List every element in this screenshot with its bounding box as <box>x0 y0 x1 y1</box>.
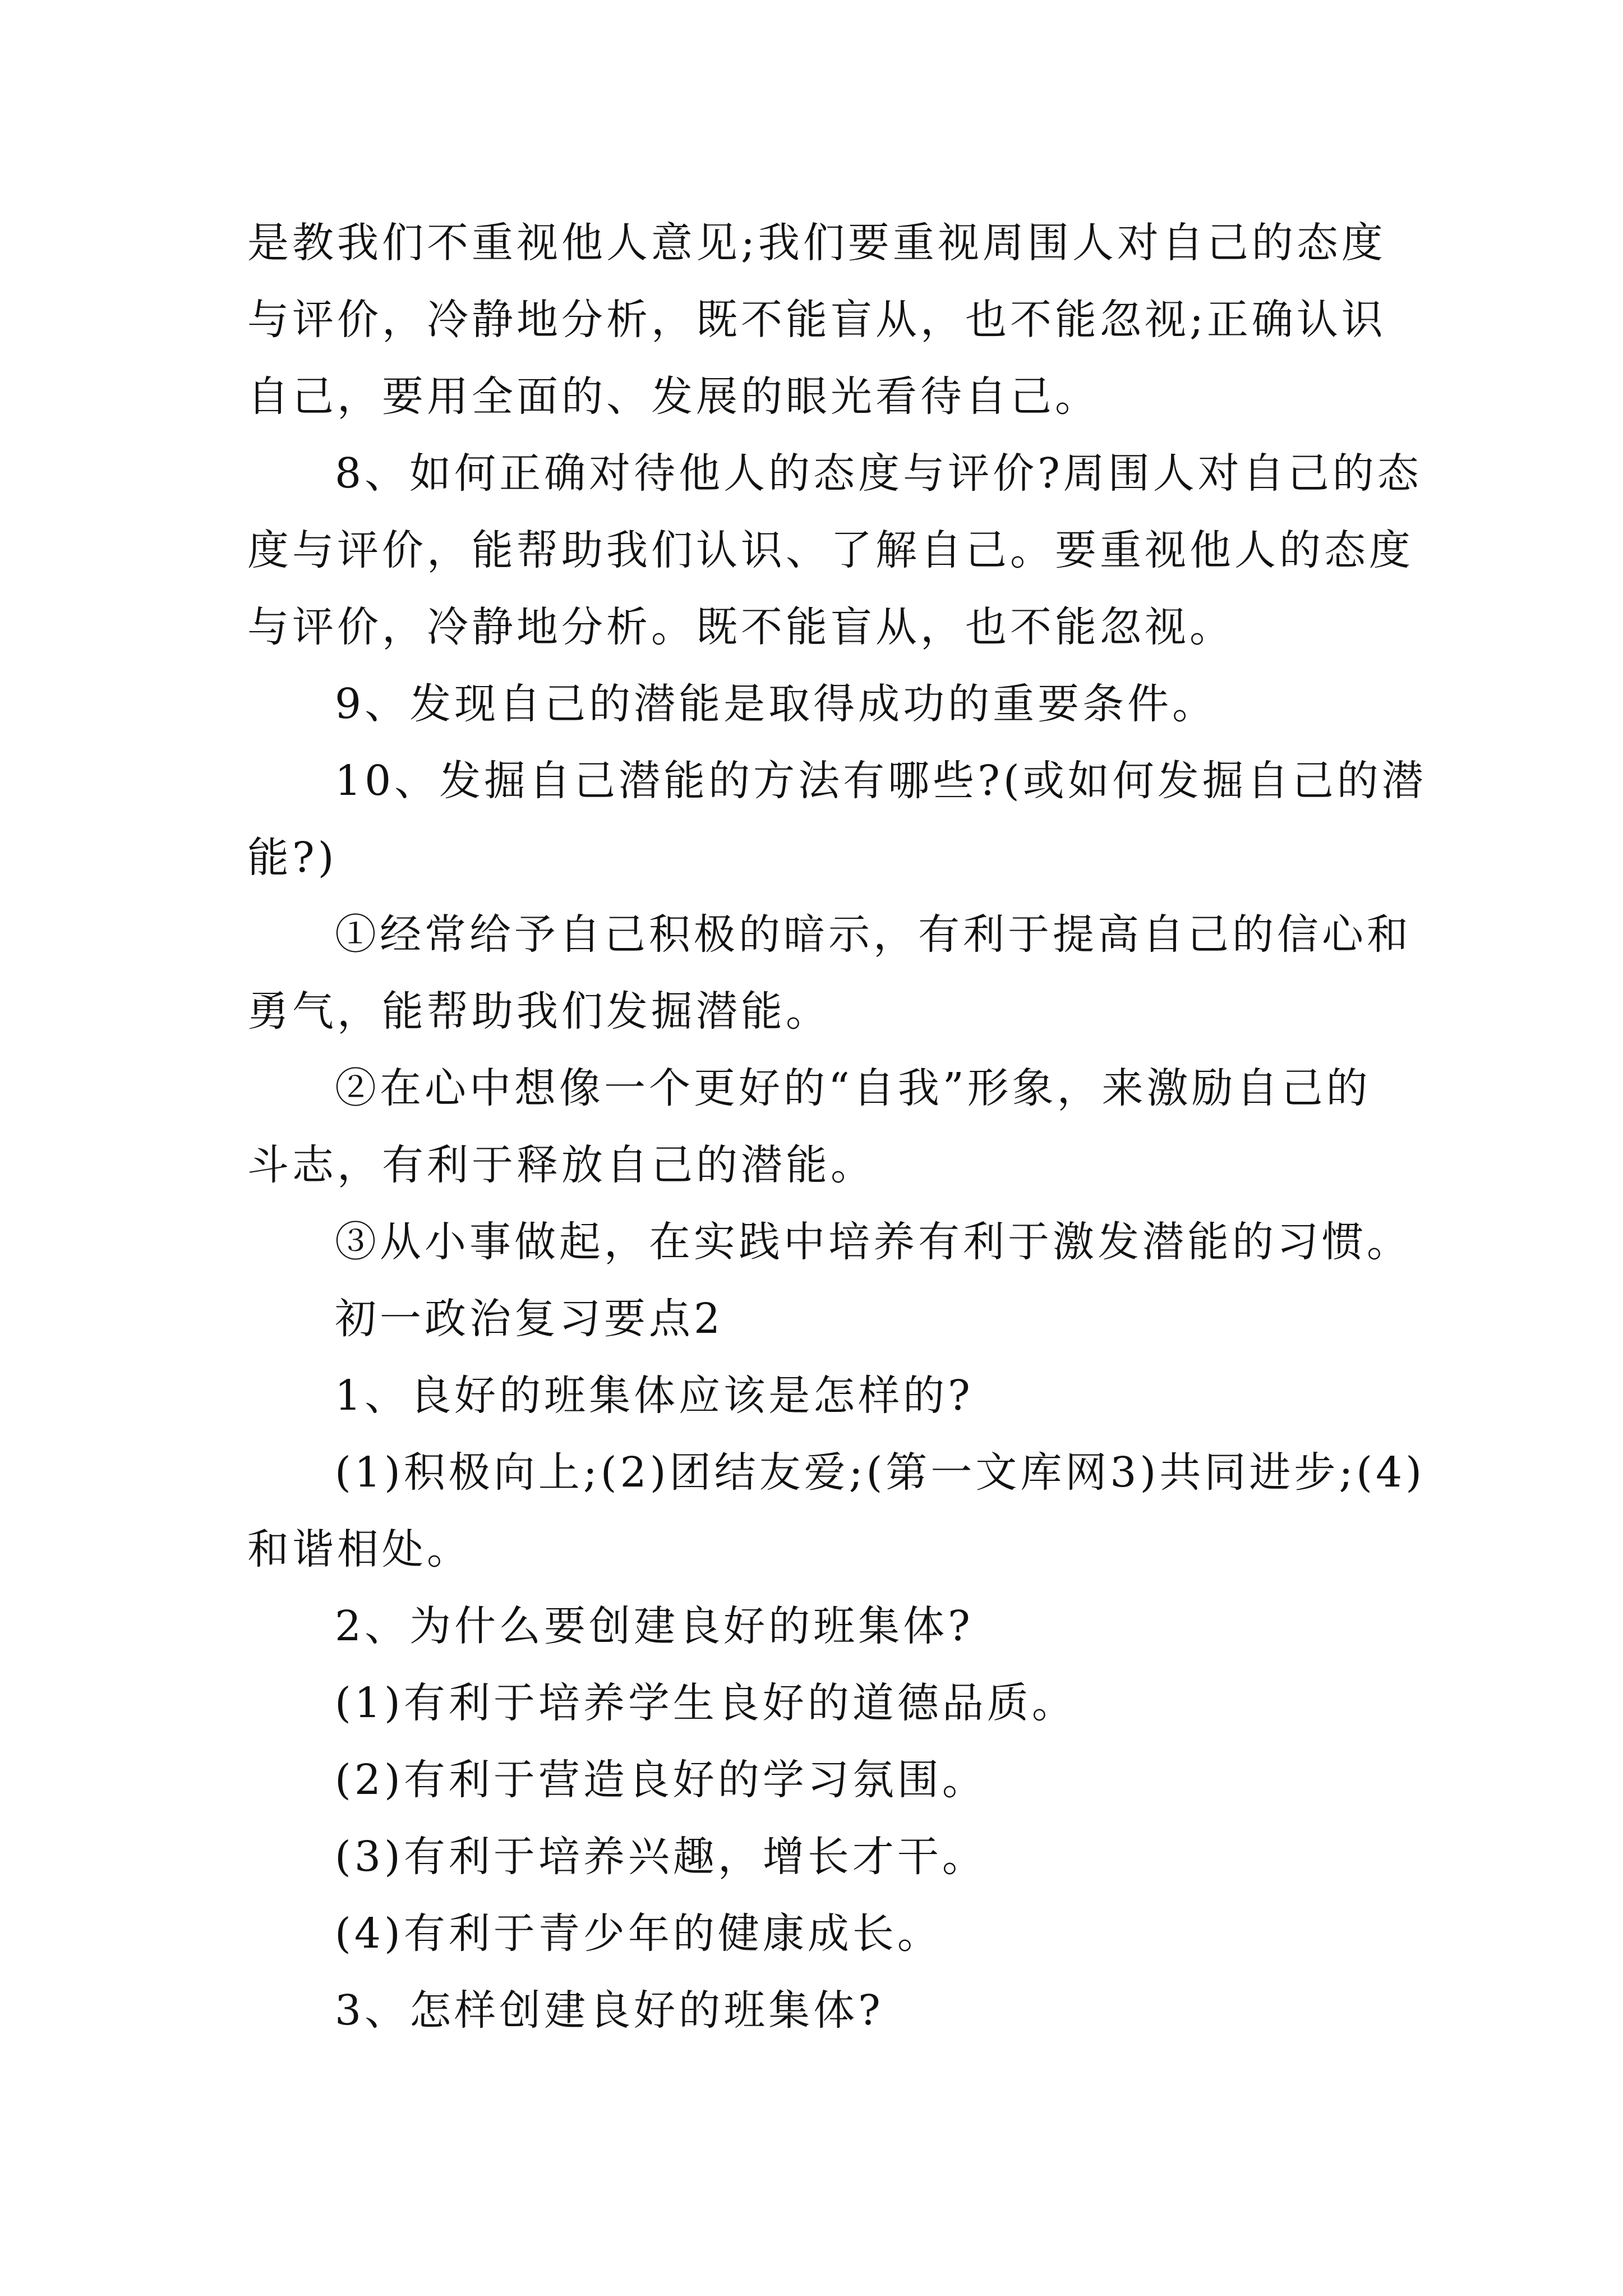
text-line: ②在心中想像一个更好的“自我”形象，来激励自己的 <box>335 1064 1371 1112</box>
text-line: 斗志，有利于释放自己的潜能。 <box>247 1141 875 1189</box>
text-line: (1)积极向上;(2)团结友爱;(第一文库网3)共同进步;(4) <box>335 1448 1426 1497</box>
text-line: 9、发现自己的潜能是取得成功的重要条件。 <box>335 680 1218 728</box>
text-line: 10、发掘自己潜能的方法有哪些?(或如何发掘自己的潜 <box>335 757 1427 805</box>
section-heading: 初一政治复习要点2 <box>335 1295 724 1343</box>
text-line: (2)有利于营造良好的学习氛围。 <box>335 1756 987 1804</box>
text-line: 与评价，冷静地分析。既不能盲从，也不能忽视。 <box>247 603 1234 651</box>
text-line: 与评价，冷静地分析，既不能盲从，也不能忽视;正确认识 <box>247 296 1386 344</box>
text-line: 1、良好的班集体应该是怎样的? <box>335 1372 974 1420</box>
text-line: 和谐相处。 <box>247 1525 472 1573</box>
text-line: (4)有利于青少年的健康成长。 <box>335 1910 942 1958</box>
text-line: (1)有利于培养学生良好的道德品质。 <box>335 1679 1077 1727</box>
text-line: 8、如何正确对待他人的态度与评价?周围人对自己的态 <box>335 449 1422 498</box>
text-line: 2、为什么要创建良好的班集体? <box>335 1602 974 1650</box>
text-line: 3、怎样创建良好的班集体? <box>335 1986 884 2035</box>
text-line: ①经常给予自己积极的暗示，有利于提高自己的信心和 <box>335 910 1412 959</box>
text-line: 度与评价，能帮助我们认识、了解自己。要重视他人的态度 <box>247 526 1414 574</box>
document-body <box>247 205 1427 2049</box>
text-line: 自己，要用全面的、发展的眼光看待自己。 <box>247 372 1100 421</box>
text-line: 是教我们不重视他人意见;我们要重视周围人对自己的态度 <box>247 219 1386 267</box>
text-line: ③从小事做起，在实践中培养有利于激发潜能的习惯。 <box>335 1218 1412 1266</box>
text-line: (3)有利于培养兴趣，增长才干。 <box>335 1833 987 1881</box>
text-line: 勇气，能帮助我们发掘潜能。 <box>247 987 831 1036</box>
text-line: 能?) <box>247 834 338 882</box>
